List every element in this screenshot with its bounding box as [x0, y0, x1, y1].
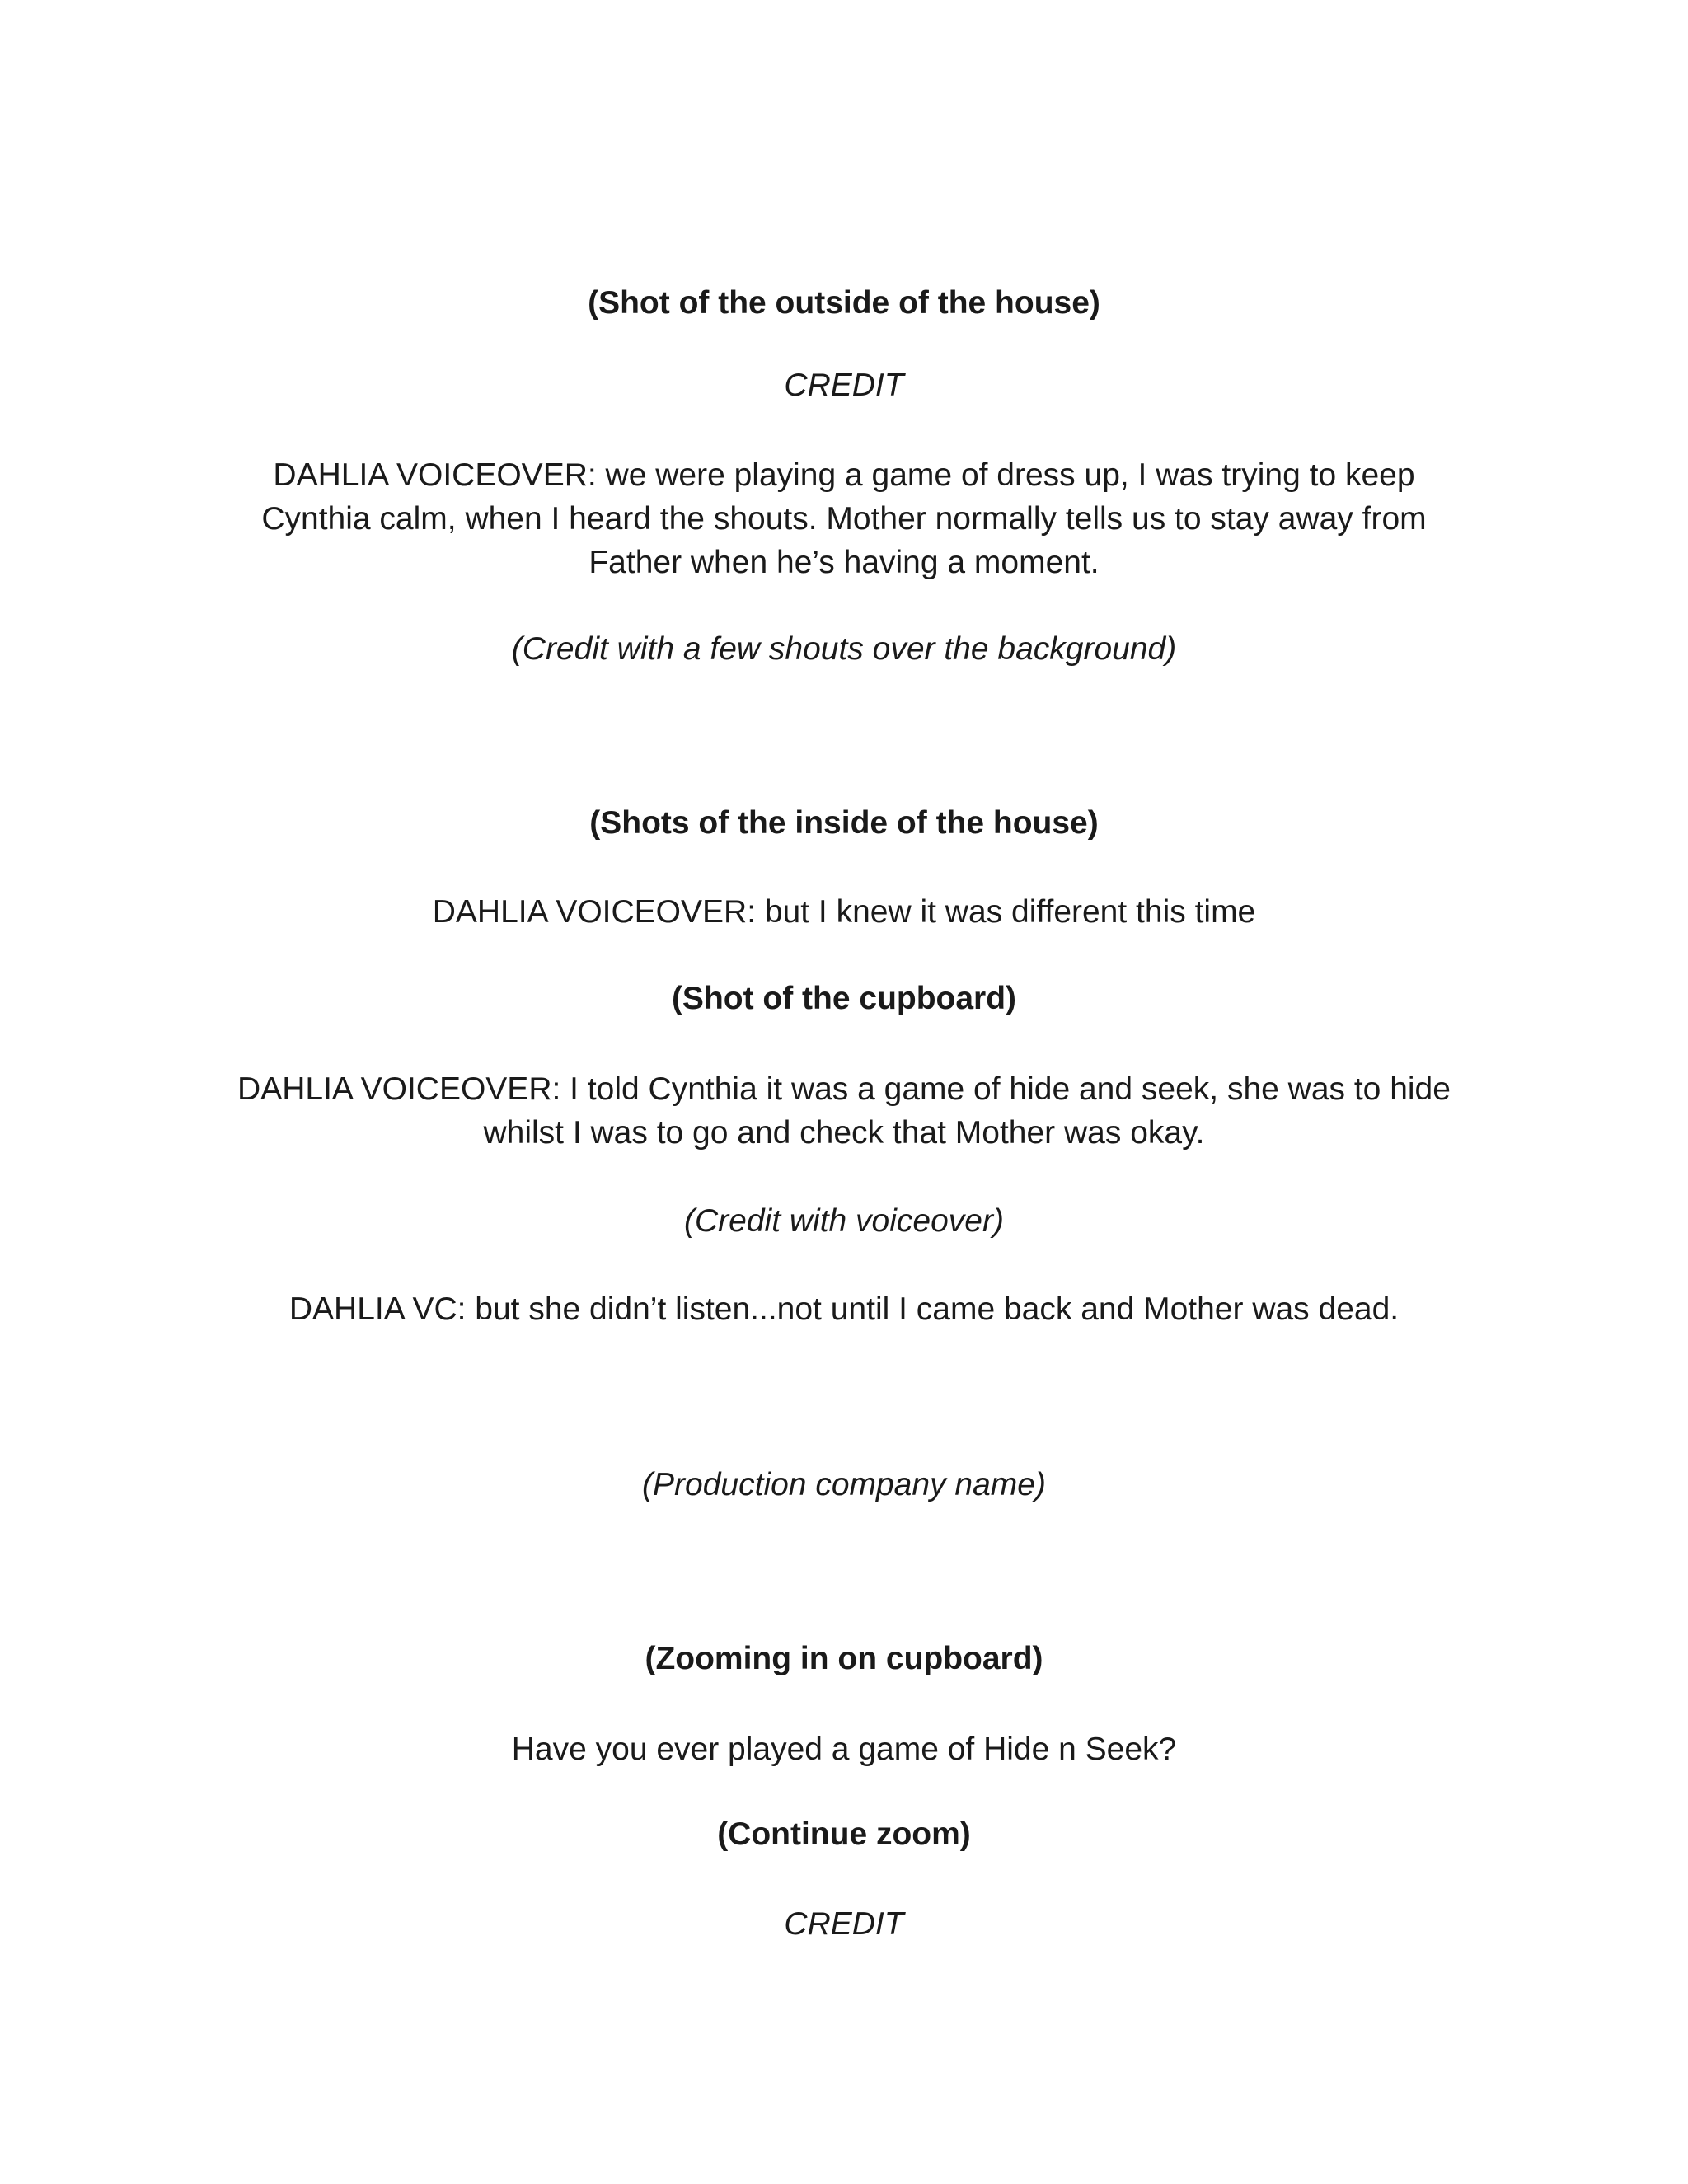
scene-heading-cupboard: (Shot of the cupboard) [671, 981, 1017, 1016]
voiceover-dress-up: DAHLIA VOICEOVER: we were playing a game of dress up, I was trying to keep Cynthia calm, when I heard the shouts. Mother normally tells us to stay away from Father when he’s having a moment. [261, 457, 1427, 580]
voiceover-hide-and-seek: DAHLIA VOICEOVER: I told Cynthia it was a game of hide and seek, she was to hide whilst I was to go and check that Mother was okay. [237, 1071, 1451, 1151]
production-company-direction: (Production company name) [642, 1467, 1046, 1502]
voiceover-mother-dead: DAHLIA VC: but she didn’t listen...not until I came back and Mother was dead. [288, 1291, 1400, 1327]
scene-heading-outside-house: (Shot of the outside of the house) [588, 285, 1100, 321]
voiceover-different-time: DAHLIA VOICEOVER: but I knew it was different this time [432, 894, 1256, 930]
scene-heading-inside-house: (Shots of the inside of the house) [589, 805, 1099, 841]
dialogue-hide-n-seek: Have you ever played a game of Hide n Seek? [511, 1732, 1177, 1767]
scene-heading-zooming-cupboard: (Zooming in on cupboard) [645, 1641, 1043, 1676]
scene-heading-continue-zoom: (Continue zoom) [717, 1816, 971, 1852]
credit-direction-final: CREDIT [784, 1906, 904, 1942]
credit-direction: CREDIT [784, 368, 904, 403]
credit-voiceover-direction: (Credit with voiceover) [684, 1203, 1004, 1239]
credit-shouts-direction: (Credit with a few shouts over the background) [511, 631, 1177, 667]
